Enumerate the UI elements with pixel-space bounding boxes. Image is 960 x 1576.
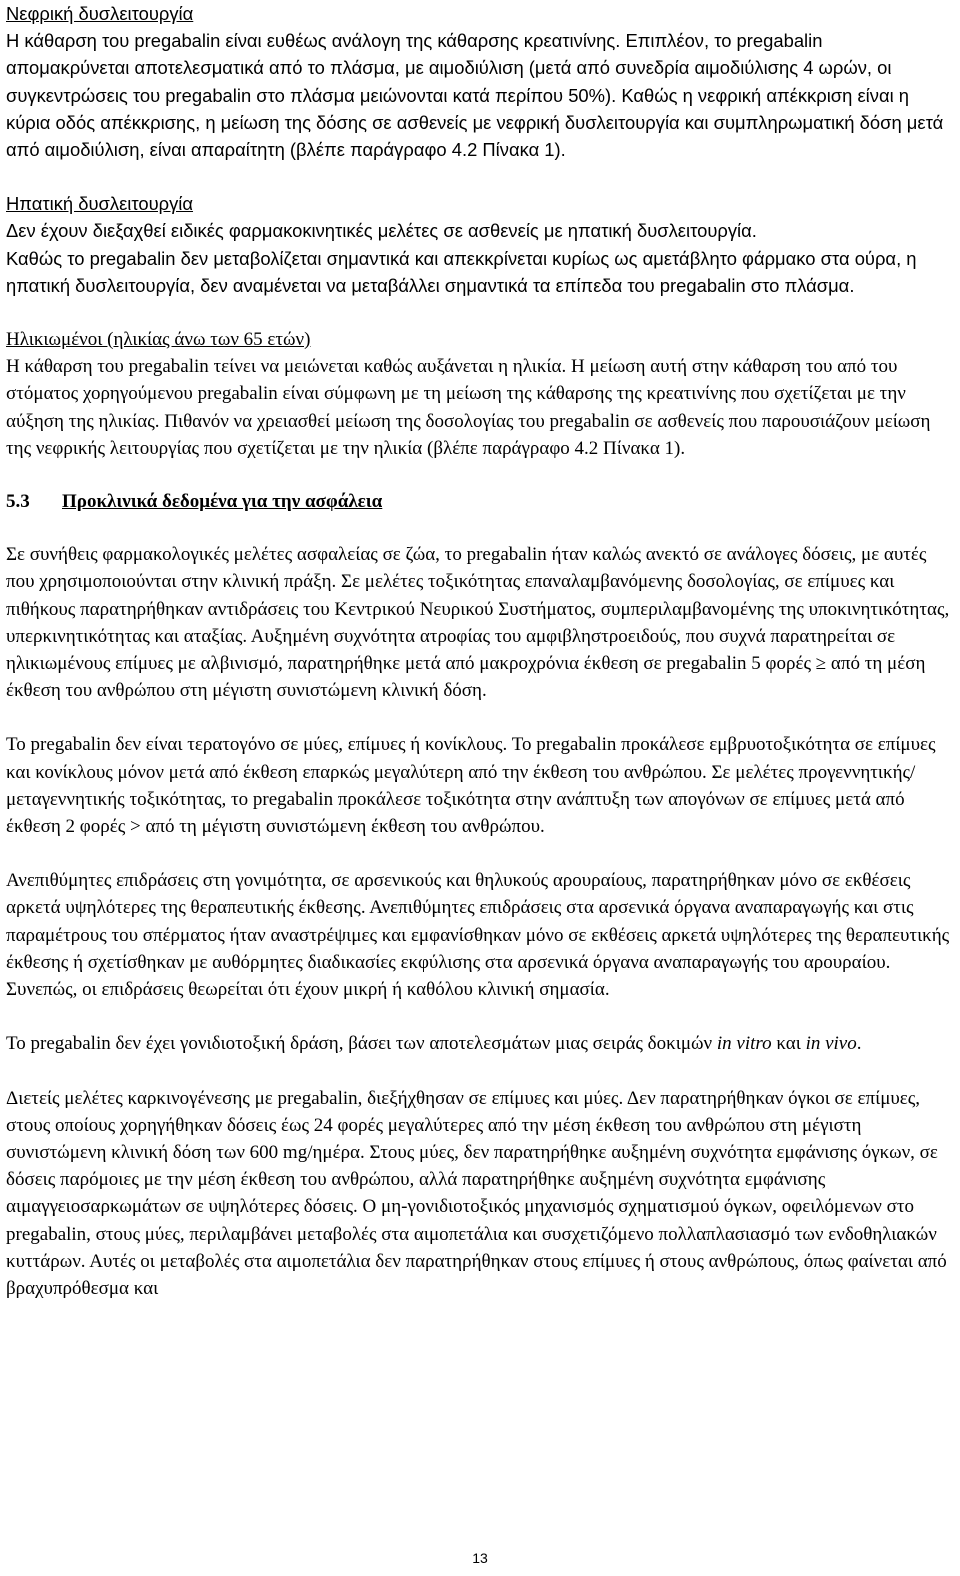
- elderly-heading: Ηλικιωμένοι (ηλικίας άνω των 65 ετών): [6, 329, 311, 351]
- section-heading: [6, 488, 950, 515]
- renal-impairment-text: [6, 27, 950, 163]
- renal-impairment-heading: Νεφρική δυσλειτουργία: [6, 3, 194, 24]
- hepatic-impairment-text-2: Καθώς το pregabalin δεν μεταβολίζεται σημαντικά και απεκκρίνεται κυρίως ως αμετάβλητο φάρμακο στα ούρα, η ηπατική δυσλειτουργία, δεν αναμένεται να μεταβάλλει σημαντικά τα επίπεδα του pregabalin στο πλάσμα.: [6, 247, 917, 296]
- in-vivo-text: in vivo: [805, 1033, 857, 1055]
- hepatic-impairment-heading: Ηπατική δυσλειτουργία: [6, 193, 194, 215]
- in-vitro-text: in vitro: [716, 1033, 772, 1055]
- section-number: 5.3: [6, 491, 30, 513]
- document-page: [6, 0, 950, 1302]
- renal-impairment-text-2: Επιπλέον, το pregabalin απομακρύνεται αποτελεσματικά από το πλάσμα, με αιμοδιύλιση (μετά από συνεδρία αιμοδιύλισης 4 ωρών, οι συγκεντρώσεις του pregabalin στο πλάσμα μειώνονται κατά περίπου 50%). Καθώς η νεφρική απέκκριση είναι η κύρια οδός απέκκρισης, η μείωση της δόσης σε ασθενείς με νεφρική δυσλειτουργία και συμπληρωματική δόση μετά από αιμοδιύλιση, είναι απαραίτητη (βλέπε παράγραφο 4.2 Πίνακα 1).: [6, 30, 944, 161]
- hepatic-impairment-text-1: Δεν έχουν διεξαχθεί ειδικές φαρμακοκινητικές μελέτες σε ασθενείς με ηπατική δυσλειτουργία.: [6, 220, 757, 242]
- section-title: Προκλινικά δεδομένα για την ασφάλεια: [62, 491, 383, 513]
- greater-equal-symbol: ≥: [815, 653, 827, 675]
- preclinical-paragraph-5: Διετείς μελέτες καρκινογένεσης με pregabalin, διεξήχθησαν σε επίμυες και μύες. Δεν παρατηρήθηκαν όγκοι σε επίμυες, στους οποίους χορηγήθηκαν δόσεις έως 24 φορές μεγαλύτερες από την μέση έκθεση του ανθρώπου στη μέγιστη συνιστώμενη κλινική δόση των 600 mg/ημέρα. Στους μύες, δεν παρατηρήθηκε αυξημένη συχνότητα εμφάνισης όγκων, σε δόσεις παρόμοιες με την μέση έκθεση του ανθρώπου, αλλά παρατηρήθηκε αυξημένη συχνότητα εμφάνισης αιμαγγειοσαρκωμάτων σε υψηλότερες δόσεις. Ο μη-γονιδιοτοξικός μηχανισμός σχηματισμού όγκων, οφειλόμενων στο pregabalin, στους μύες, περιλαμβάνει μεταβολές στα αιμοπετάλια και συσχετιζόμενο πολλαπλασιασμό των ενδοθηλιακών κυττάρων. Αυτές οι μεταβολές στα αιμοπετάλια δεν παρατηρήθηκαν στους επίμυες ή στους ανθρώπους, όπως φαίνεται από βραχυπρόθεσμα και: [6, 1087, 947, 1299]
- page-number: 13: [472, 1550, 488, 1566]
- preclinical-paragraph-4-a: Το pregabalin δεν έχει γονιδιοτοξική δράση, βάσει των αποτελεσμάτων μιας σειράς δοκιμών: [6, 1033, 713, 1055]
- preclinical-paragraph-4-c: .: [856, 1033, 862, 1055]
- preclinical-paragraph-1: [6, 541, 950, 704]
- renal-impairment-text-1: Η κάθαρση του pregabalin είναι ευθέως ανάλογη της κάθαρσης κρεατινίνης.: [6, 30, 621, 52]
- preclinical-paragraph-2: Το pregabalin δεν είναι τερατογόνο σε μύες, επίμυες ή κονίκλους. Το pregabalin προκάλεσε εμβρυοτοξικότητα σε επίμυες και κονίκλους μόνον μετά από έκθεση επαρκώς μεγαλύτερη από την έκθεση του ανθρώπου. Σε μελέτες προγεννητικής/μεταγεννητικής τοξικότητας, το pregabalin προκάλεσε τοξικότητα στην ανάπτυξη των απογόνων σε επίμυες μετά από έκθεση 2 φορές > από τη μέγιστη συνιστώμενη έκθεση του ανθρώπου.: [6, 734, 936, 838]
- preclinical-paragraph-1-b: από τη μέση έκθεση του ανθρώπου στη μέγιστη συνιστώμενη κλινική δόση.: [6, 653, 926, 702]
- preclinical-paragraph-4-b: και: [776, 1033, 801, 1055]
- elderly-text: Η κάθαρση του pregabalin τείνει να μειώνεται καθώς αυξάνεται η ηλικία. Η μείωση αυτή στην κάθαρση του από του στόματος χορηγούμενου pregabalin είναι σύμφωνη με τη μείωση της κάθαρσης της κρεατινίνης που σχετίζεται με την αύξηση της ηλικίας. Πιθανόν να χρειασθεί μείωση της δοσολογίας του pregabalin σε ασθενείς που παρουσιάζουν μείωση της νεφρικής λειτουργίας που σχετίζεται με την ηλικία (βλέπε παράγραφο 4.2 Πίνακα 1).: [6, 356, 931, 459]
- preclinical-paragraph-4: [6, 1030, 950, 1057]
- preclinical-paragraph-3: Ανεπιθύμητες επιδράσεις στη γονιμότητα, σε αρσενικούς και θηλυκούς αρουραίους, παρατηρήθηκαν μόνο σε εκθέσεις αρκετά υψηλότερες της θεραπευτικής έκθεσης. Ανεπιθύμητες επιδράσεις στα αρσενικά όργανα αναπαραγωγής και στις παραμέτρους του σπέρματος ήταν αναστρέψιμες και εμφανίσθηκαν μόνο σε εκθέσεις αρκετά υψηλότερες της θεραπευτικής έκθεσης ή σχετίσθηκαν με αυθόρμητες διαδικασίες εκφύλισης στα αρσενικά όργανα αναπαραγωγής του αρουραίου. Συνεπώς, οι επιδράσεις θεωρείται ότι έχουν μικρή ή καθόλου κλινική σημασία.: [6, 870, 950, 1001]
- preclinical-paragraph-1-a: Σε συνήθεις φαρμακολογικές μελέτες ασφαλείας σε ζώα, το pregabalin ήταν καλώς ανεκτό σε ανάλογες δόσεις, με αυτές που χρησιμοποιούνται στην κλινική πράξη. Σε μελέτες τοξικότητας επαναλαμβανόμενης δοσολογίας, σε επίμυες και πιθήκους παρατηρήθηκαν αντιδράσεις του Κεντρικού Νευρικού Συστήματος, συμπεριλαμβανομένης της υποκινητικότητας, υπερκινητικότητας και αταξίας. Αυξημένη συχνότητα ατροφίας του αμφιβληστροειδούς, που συχνά παρατηρείται σε ηλικιωμένους επίμυες με αλβινισμό, παρατηρήθηκε μετά από μακροχρόνια έκθεση σε pregabalin 5 φορές: [6, 544, 950, 675]
